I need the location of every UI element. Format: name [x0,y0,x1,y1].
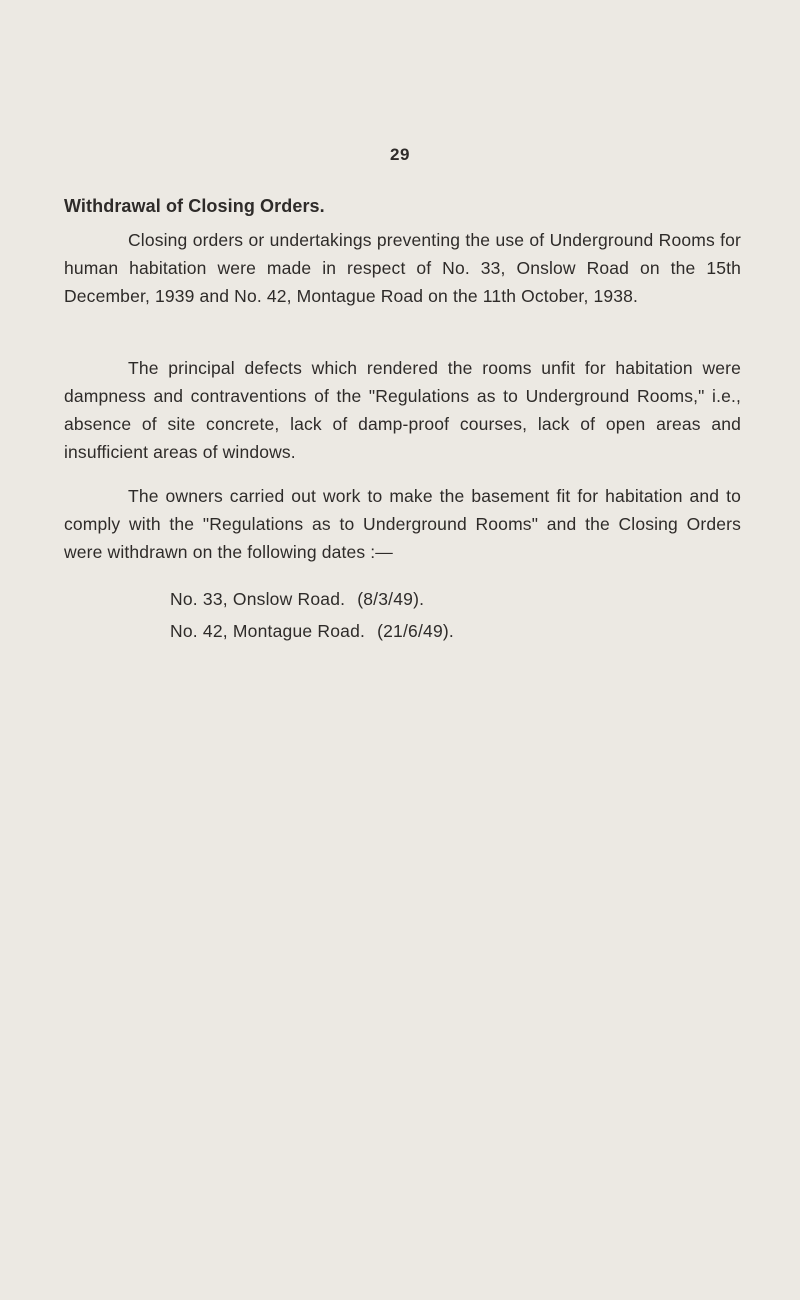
withdrawal-list [170,583,454,647]
withdrawal-date: (21/6/49). [377,621,454,641]
paragraph-principal-defects: The principal defects which rendered the rooms unfit for habitation were dampness and contraventions of the "Regulations as to Underground Rooms," i.e., absence of site concrete, lack of damp-proof courses, lack of open areas and insufficient areas of windows. [64,358,741,462]
withdrawal-address: No. 33, Onslow Road. [170,589,346,609]
page-number: 29 [390,145,410,164]
section-heading: Withdrawal of Closing Orders. [64,196,325,216]
paragraph-owners-work: The owners carried out work to make the basement fit for habitation and to comply with the "Regulations as to Underground Rooms" and the Closing Orders were withdrawn on the following dates :— [64,486,741,562]
withdrawal-date: (8/3/49). [357,589,425,609]
list-item [170,615,454,647]
paragraph-closing-orders: Closing orders or undertakings preventing the use of Underground Rooms for human habitation were made in respect of No. 33, Onslow Road on the 15th December, 1939 and No. 42, Montague Road on the 11th October, 1938. [64,230,741,306]
withdrawal-address: No. 42, Montague Road. [170,621,366,641]
list-item [170,583,454,615]
